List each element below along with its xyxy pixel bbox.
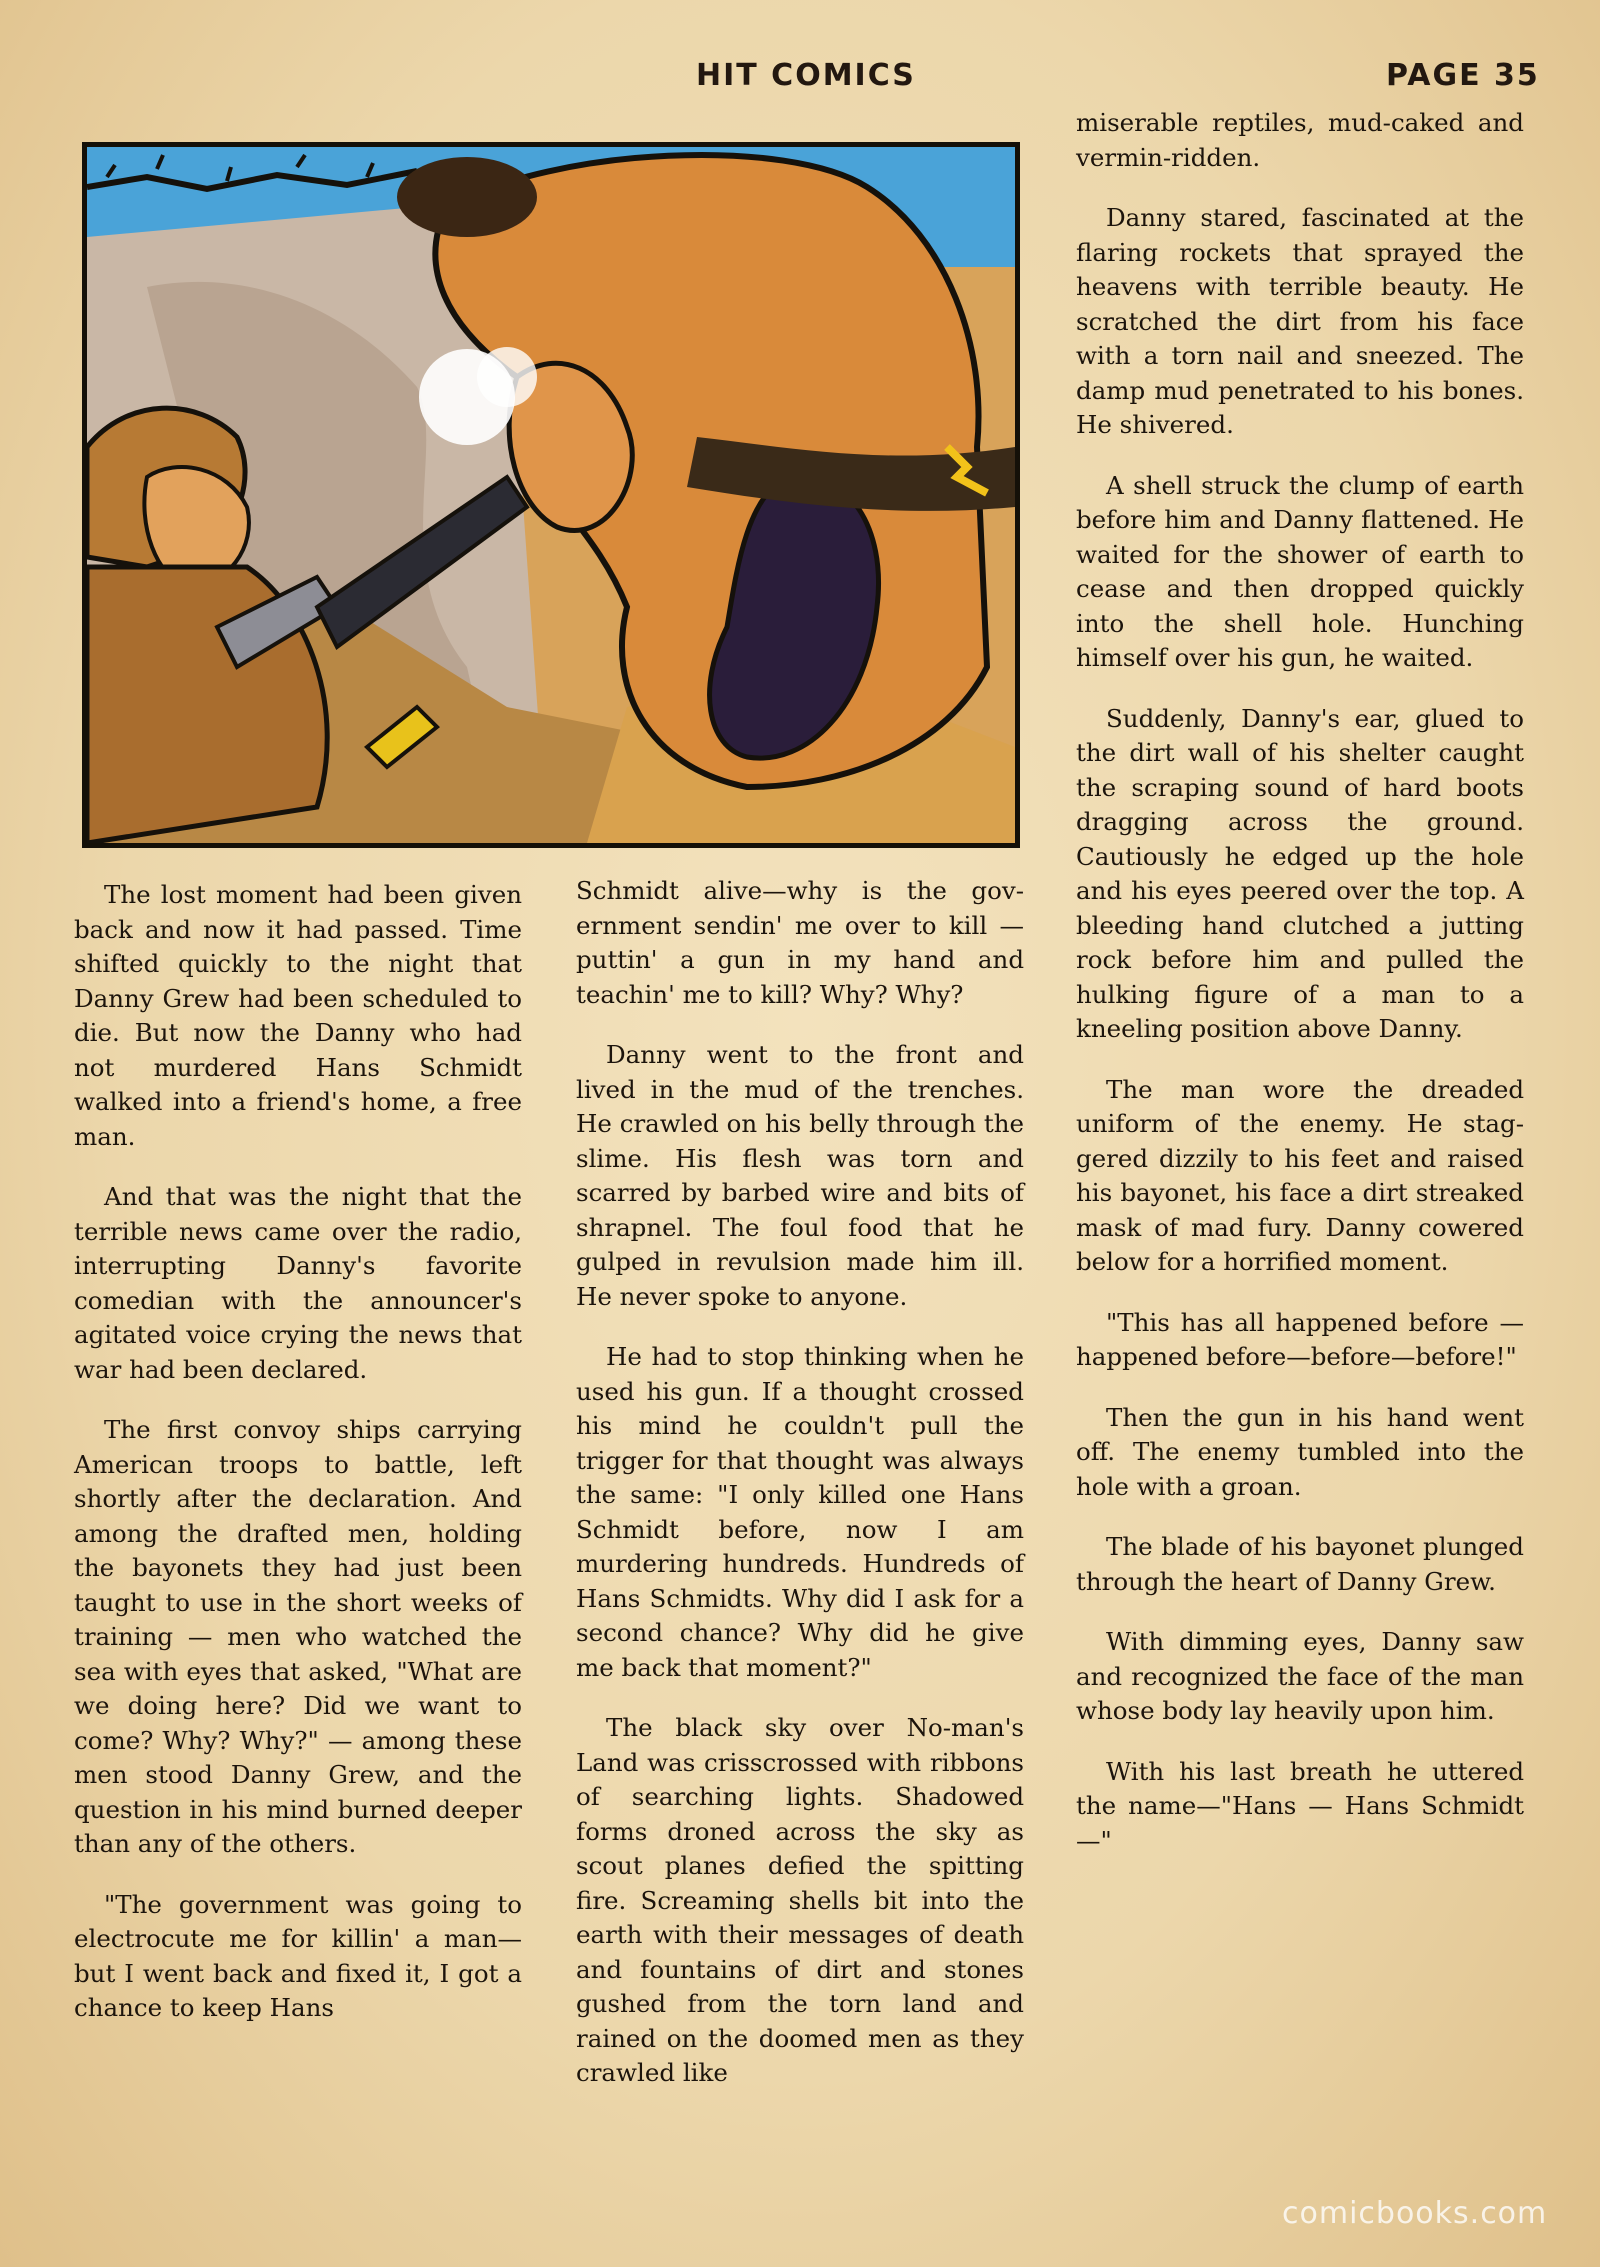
paragraph: The first convoy ships carrying American troops to battle, left shortly after the declaration. And among the drafted men, holding the bayonets they had just been taught to use in the short weeks of training — men who watched the sea with eyes that asked, "What are we doing here? Did we want to come? Why? Why?" — among these men stood Danny Grew, and the question in his mind burned deeper than any of the others. — [74, 1415, 522, 1858]
paragraph: The man wore the dreaded uniform of the enemy. He staggered dizzily to his feet and raised his bayonet, his face a dirt streaked mask of mad fury. Danny cowered below for a horrified moment. — [1076, 1074, 1524, 1276]
text-column-2 — [576, 874, 1024, 2091]
paragraph: miserable reptiles, mud-caked and vermin-ridden. — [1076, 108, 1524, 172]
paragraph: Danny stared, fascinated at the flaring rockets that sprayed the heavens with terrible beauty. He scratched the dirt from his face with a torn nail and sneezed. The damp mud penetrated to his bones. He shivered. — [1076, 203, 1524, 439]
paragraph: Danny went to the front and lived in the mud of the trenches. He crawled on his belly through the slime. His flesh was torn and scarred by barbed wire and bits of shrapnel. The foul food that he gulped in revulsion made him ill. He never spoke to anyone. — [576, 1040, 1024, 1311]
watermark: comicbooks.com — [1282, 2196, 1548, 2231]
paragraph: The lost moment had been given back and now it had passed. Time shifted quickly to the night that Danny Grew had been scheduled to die. But now the Danny who had not murdered Hans Schmidt walked into a friend's home, a free man. — [74, 880, 522, 1151]
magazine-title: HIT COMICS — [696, 58, 916, 93]
paragraph: A shell struck the clump of earth before him and Danny flattened. He waited for the shower of earth to cease and then dropped quickly into the shell hole. Hunching himself over his gun, he waited. — [1076, 470, 1524, 672]
paragraph: He had to stop thinking when he used his gun. If a thought crossed his mind he couldn't pull the trigger for that thought was always the same: "I only killed one Hans Schmidt before, now I am murdering hundreds. Hundreds of Hans Schmidts. Why did I ask for a second chance? Why did he give me back that moment?" — [576, 1342, 1024, 1682]
page-number: PAGE 35 — [1386, 58, 1540, 93]
paragraph: "The government was going to electrocute me for killin' a man—but I went back and fixed it, I got a chance to keep Hans — [74, 1889, 522, 2022]
page-header — [0, 58, 1600, 104]
paragraph: With dimming eyes, Danny saw and recognized the face of the man whose body lay heavily upon him. — [1076, 1627, 1524, 1725]
trench-fight-illustration — [87, 147, 1015, 843]
paragraph: Suddenly, Danny's ear, glued to the dirt wall of his shelter caught the scraping sound of hard boots dragging across the ground. Cautiously he edged up the hole and his eyes peered over the top. A bleeding hand clutched a jutting rock before him and pulled the hulking figure of a man to a kneeling position above Danny. — [1076, 703, 1524, 1043]
paragraph: The black sky over No-man's Land was crisscrossed with ribbons of searching lights. Shadowed forms droned across the sky as scout planes defied the spitting fire. Screaming shells bit into the earth with their messages of death and fountains of dirt and stones gushed from the torn land and rained on the doomed men as they crawled like — [576, 1713, 1024, 2087]
paragraph: The blade of his bayonet plunged through the heart of Danny Grew. — [1076, 1532, 1524, 1596]
comic-panel-illustration — [82, 142, 1020, 848]
text-column-3 — [1076, 106, 1524, 1858]
paragraph: And that was the night that the terrible news came over the radio, interrupting Danny's favorite comedian with the announcer's agitated voice crying the news that war had been declared. — [74, 1182, 522, 1384]
paragraph: "This has all happened before —happened before—before—before!" — [1076, 1307, 1524, 1371]
paragraph: Then the gun in his hand went off. The enemy tumbled into the hole with a groan. — [1076, 1402, 1524, 1501]
paragraph: With his last breath he uttered the name—"Hans — Hans Schmidt—" — [1076, 1756, 1524, 1855]
text-column-1 — [74, 878, 522, 2026]
paragraph: Schmidt alive—why is the government sendin' me over to kill —puttin' a gun in my hand and teachin' me to kill? Why? Why? — [576, 876, 1024, 1009]
